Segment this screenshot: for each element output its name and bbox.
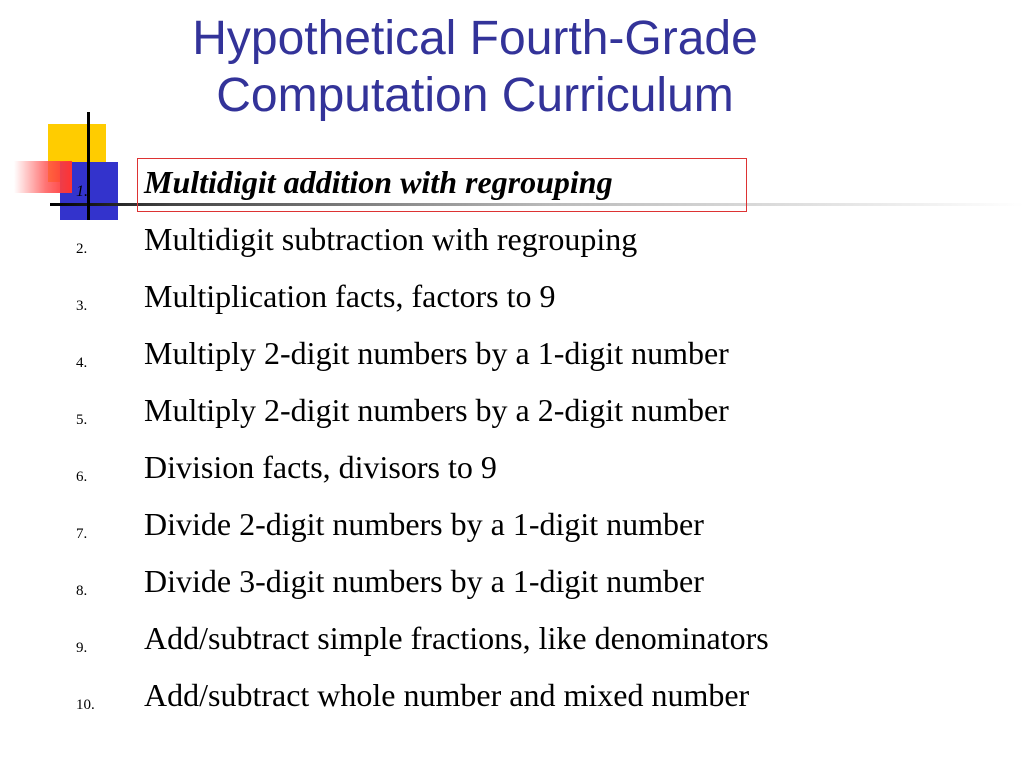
list-item — [0, 658, 1000, 715]
list-item — [0, 430, 1000, 487]
list-item-text: Add/subtract whole number and mixed number — [144, 677, 750, 713]
list-item-number: 7. — [76, 526, 88, 542]
list-item-text: Divide 3-digit numbers by a 1-digit number — [144, 563, 704, 599]
list-item — [0, 544, 1000, 601]
list-item-number: 4. — [76, 355, 88, 371]
list-item-text: Multiply 2-digit numbers by a 1-digit number — [144, 335, 729, 371]
list-item — [0, 259, 1000, 316]
list-item-number: 5. — [76, 412, 88, 428]
list-item-text: Multidigit addition with regrouping — [144, 164, 613, 200]
list-item-text: Multidigit subtraction with regrouping — [144, 221, 638, 257]
title-line-2: Computation Curriculum — [216, 69, 734, 122]
list-item — [0, 316, 1000, 373]
list-item-number: 8. — [76, 583, 88, 599]
list-item — [0, 145, 1000, 202]
list-item-text: Divide 2-digit numbers by a 1-digit number — [144, 506, 704, 542]
list-item-number: 2. — [76, 241, 88, 257]
list-item-text: Division facts, divisors to 9 — [144, 449, 497, 485]
list-item-number: 9. — [76, 640, 88, 656]
list-item — [0, 373, 1000, 430]
list-item-number: 1. — [76, 183, 88, 200]
list-item-text: Multiply 2-digit numbers by a 2-digit number — [144, 392, 729, 428]
list-item-number: 3. — [76, 298, 88, 314]
list-item — [0, 487, 1000, 544]
list-item — [0, 601, 1000, 658]
list-item-text: Add/subtract simple fractions, like denominators — [144, 620, 769, 656]
list-item — [0, 202, 1000, 259]
list-item-text: Multiplication facts, factors to 9 — [144, 278, 556, 314]
list-item-number: 10. — [76, 697, 95, 713]
title-line-1: Hypothetical Fourth-Grade — [192, 12, 758, 65]
list-item-number: 6. — [76, 469, 88, 485]
